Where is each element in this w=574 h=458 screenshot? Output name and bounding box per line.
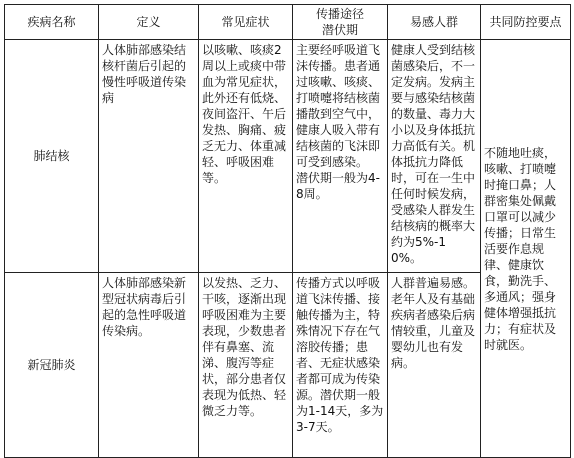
transmission-cell: 传播方式以呼吸道飞沫传播、接触传播为主，特殊情况下存在气溶胶传播；患者、无症状感染者都可成为传染源。潜伏期一般为1-14天，多为3-7天。 — [293, 273, 388, 458]
disease-name-cell: 肺结核 — [5, 40, 99, 273]
prevention-cell: 不随地吐痰，咳嗽、打喷嚏时掩口鼻；人群密集处佩戴口罩可以减少传播；日常生活要作息规律、健康饮食，勤洗手、多通风；强身健体增强抵抗力；有症状及时就医。 — [481, 40, 571, 458]
transmission-cell: 主要经呼吸道飞沫传播。患者通过咳嗽、咳痰、打喷嚏将结核菌播散到空气中，健康人吸入带有结核菌的飞沫即可受到感染。 潜伏期一般为4-8周。 — [293, 40, 388, 273]
definition-cell: 人体肺部感染结核杆菌后引起的慢性呼吸道传染病 — [99, 40, 199, 273]
disease-comparison-table — [4, 4, 571, 458]
disease-name-cell: 新冠肺炎 — [5, 273, 99, 458]
susceptible-cell: 人群普遍易感。老年人及有基础疾病者感染后病情较重，儿童及婴幼儿也有发病。 — [388, 273, 481, 458]
susceptible-cell: 健康人受到结核菌感染后，不一定发病。发病主要与感染结核菌的数量、毒力大小以及身体抵抗力高低有关。机体抵抗力降低时，可在一生中任何时候发病，受感染人群发生结核病的概率大约为5%-10%。 — [388, 40, 481, 273]
symptoms-cell: 以发热、乏力、干咳，逐渐出现呼吸困难为主要表现，少数患者伴有鼻塞、流涕、腹泻等症状，部分患者仅表现为低热、轻微乏力等。 — [199, 273, 293, 458]
header-row — [5, 5, 571, 40]
header-prevention: 共同防控要点 — [481, 5, 571, 40]
header-definition: 定义 — [99, 5, 199, 40]
header-transmission: 传播途径 潜伏期 — [293, 5, 388, 40]
definition-cell: 人体肺部感染新型冠状病毒后引起的急性呼吸道传染病。 — [99, 273, 199, 458]
header-disease-name: 疾病名称 — [5, 5, 99, 40]
header-symptoms: 常见症状 — [199, 5, 293, 40]
table-row — [5, 40, 571, 273]
header-susceptible: 易感人群 — [388, 5, 481, 40]
symptoms-cell: 以咳嗽、咳痰2周以上或痰中带血为常见症状，此外还有低烧、夜间盗汗、午后发热、胸痛、疲乏无力、体重减轻、呼吸困难等。 — [199, 40, 293, 273]
